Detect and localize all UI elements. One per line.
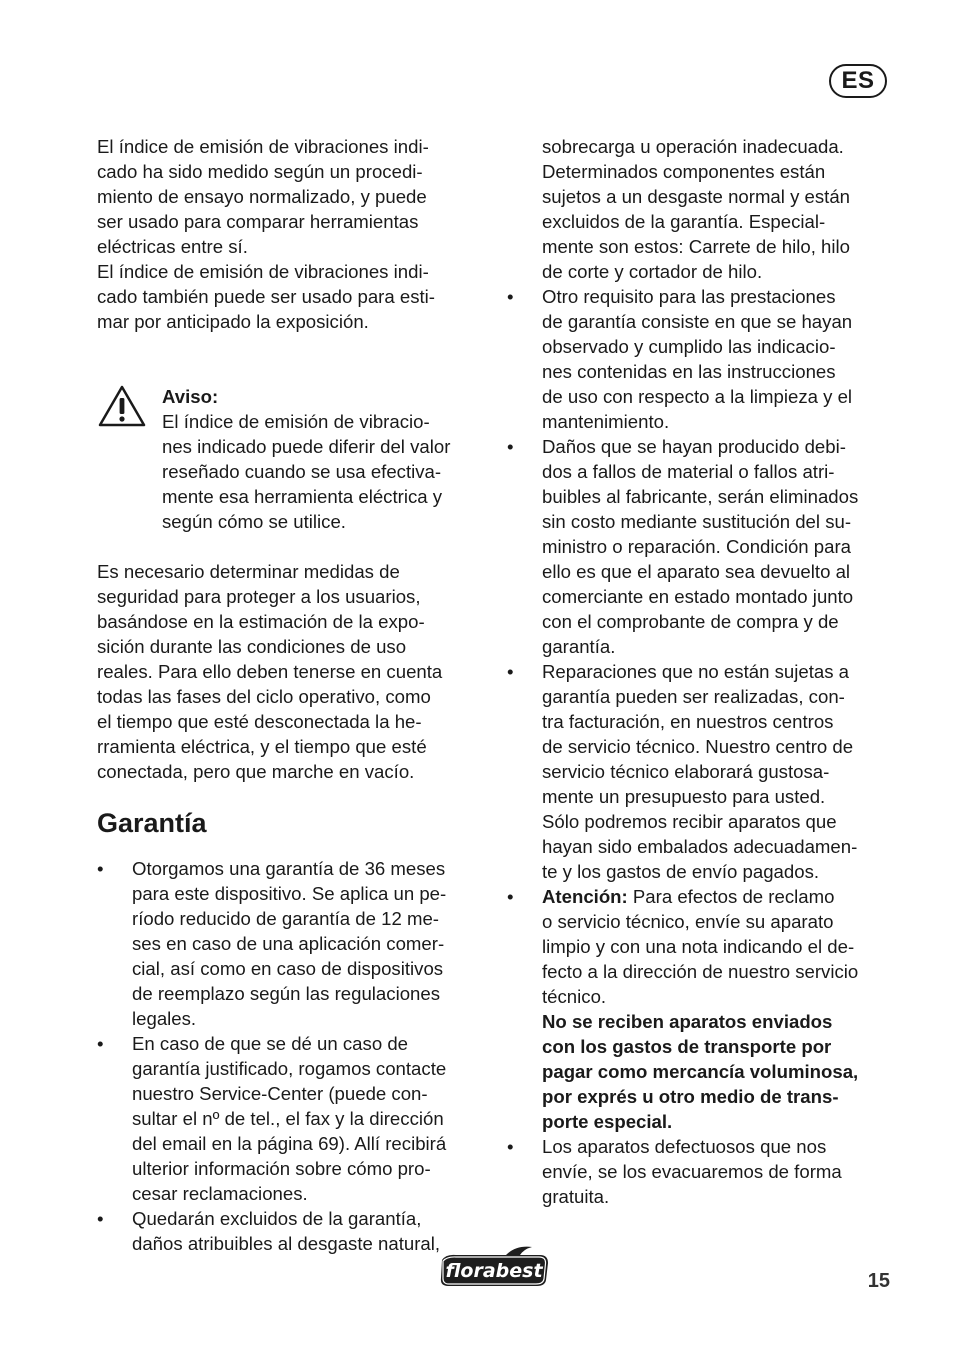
text-line: porte especial.: [542, 1111, 673, 1132]
text-line: excluidos de la garantía. Especial-: [542, 211, 826, 232]
text-line: gratuita.: [542, 1186, 610, 1207]
text-line: eléctricas entre sí.: [97, 236, 248, 257]
bullet-icon: •: [507, 1136, 514, 1157]
bullet-icon: •: [97, 1033, 104, 1054]
attention-lines: [542, 909, 899, 1009]
bullet-icon: •: [507, 661, 514, 682]
text-line: sición durante las condiciones de uso: [97, 636, 407, 657]
page-number: 15: [867, 1270, 890, 1292]
text-line: Quedarán excluidos de la garantía,: [132, 1208, 422, 1229]
text-line: sin costo mediante sustitución del su-: [542, 511, 852, 532]
text-line: de corte y cortador de hilo.: [542, 261, 763, 282]
list-item: [97, 856, 487, 1031]
text-line: cesar reclamaciones.: [132, 1183, 308, 1204]
text-line: ulterior información sobre cómo pro-: [132, 1158, 431, 1179]
text-line: ser usado para comparar herramientas: [97, 211, 419, 232]
text-line: ses en caso de una aplicación comer-: [132, 933, 445, 954]
text-line: mente un presupuesto para usted.: [542, 786, 826, 807]
text-line: garantía.: [542, 636, 616, 657]
text-line: con el comprobante de compra y de: [542, 611, 839, 632]
list-item: [507, 1134, 899, 1209]
text-line: según cómo se utilice.: [162, 511, 346, 532]
list-item: [507, 434, 899, 659]
text-line: miento de ensayo normalizado, y puede: [97, 186, 427, 207]
text-line: ello es que el aparato sea devuelto al: [542, 561, 851, 582]
text-line: técnico.: [542, 986, 607, 1007]
text-line: de garantía consiste en que se hayan: [542, 311, 853, 332]
safety-paragraph: [97, 559, 487, 784]
text-line: Otorgamos una garantía de 36 meses: [132, 858, 446, 879]
text-line: rramienta eléctrica, y el tiempo que esté: [97, 736, 427, 757]
text-line: te y los gastos de envío pagados.: [542, 861, 820, 882]
text-line: todas las fases del ciclo operativo, como: [97, 686, 431, 707]
warranty-bullets-right: [507, 284, 899, 1209]
text-line: reseñado cuando se usa efectiva-: [162, 461, 442, 482]
bullet-icon: •: [507, 286, 514, 307]
bullet-icon: •: [97, 1208, 104, 1229]
text-line: fecto a la dirección de nuestro servicio: [542, 961, 859, 982]
text-line: Reparaciones que no están sujetas a: [542, 661, 850, 682]
text-line: cado ha sido medido según un procedi-: [97, 161, 423, 182]
attention-text: Para efectos de reclamo: [627, 886, 835, 907]
text-line: nes contenidas en las instrucciones: [542, 361, 836, 382]
text-line: El índice de emisión de vibracio-: [162, 411, 430, 432]
text-line: mente son estos: Carrete de hilo, hilo: [542, 236, 850, 257]
continuation-paragraph: [507, 134, 899, 284]
bullet-icon: •: [507, 886, 514, 907]
text-line: comerciante en estado montado junto: [542, 586, 854, 607]
language-badge: ES: [829, 64, 887, 98]
text-line: Daños que se hayan producido debi-: [542, 436, 846, 457]
text-line: Sólo podremos recibir aparatos que: [542, 811, 837, 832]
text-line: hayan sido embalados adecuadamen-: [542, 836, 858, 857]
text-line: dos a fallos de material o fallos atri-: [542, 461, 835, 482]
section-heading-garantia: Garantía: [97, 808, 207, 838]
text-line: garantía pueden ser realizadas, con-: [542, 686, 845, 707]
text-line: conectada, pero que marche en vacío.: [97, 761, 415, 782]
text-line: limpio y con una nota indicando el de-: [542, 936, 855, 957]
warning-triangle-icon: [97, 384, 147, 428]
text-line: mente esa herramienta eléctrica y: [162, 486, 443, 507]
text-line: o servicio técnico, envíe su aparato: [542, 911, 834, 932]
text-line: cado también puede ser usado para esti-: [97, 286, 436, 307]
right-column: [507, 134, 899, 1209]
list-item: [97, 1031, 487, 1206]
text-line: ministro o reparación. Condición para: [542, 536, 852, 557]
warning-notice: [97, 384, 487, 534]
text-line: nes indicado puede diferir del valor: [162, 436, 451, 457]
text-line: Los aparatos defectuosos que nos: [542, 1136, 827, 1157]
text-line: garantía justificado, rogamos contacte: [132, 1058, 447, 1079]
bullet-icon: •: [507, 436, 514, 457]
text-line: con los gastos de transporte por: [542, 1036, 832, 1057]
text-line: mantenimiento.: [542, 411, 670, 432]
text-line: de uso con respecto a la limpieza y el: [542, 386, 853, 407]
text-line: buibles al fabricante, serán eliminados: [542, 486, 859, 507]
attention-bold-notice: [542, 1009, 899, 1134]
intro-paragraph-1: [97, 134, 487, 259]
text-line: el tiempo que esté desconectada la he-: [97, 711, 422, 732]
text-line: del email en la página 69). Allí recibirá: [132, 1133, 447, 1154]
attention-label: Atención:: [542, 886, 628, 907]
text-line: de reemplazo según las regulaciones: [132, 983, 441, 1004]
warranty-bullets-left: [97, 856, 487, 1256]
text-line: Otro requisito para las prestaciones: [542, 286, 836, 307]
text-line: legales.: [132, 1008, 197, 1029]
text-line: para este dispositivo. Se aplica un pe-: [132, 883, 447, 904]
text-line: nuestro Service-Center (puede con-: [132, 1083, 428, 1104]
intro-paragraph-2: [97, 259, 487, 334]
text-line: ríodo reducido de garantía de 12 me-: [132, 908, 439, 929]
notice-title: Aviso:: [162, 386, 219, 407]
text-line: observado y cumplido las indicacio-: [542, 336, 836, 357]
svg-text:florabest: florabest: [445, 1260, 543, 1282]
list-item: [507, 659, 899, 884]
text-line: de servicio técnico. Nuestro centro de: [542, 736, 854, 757]
text-line: reales. Para ello deben tenerse en cuenta: [97, 661, 443, 682]
text-line: En caso de que se dé un caso de: [132, 1033, 409, 1054]
list-item: [507, 284, 899, 434]
text-line: daños atribuibles al desgaste natural,: [132, 1233, 441, 1254]
florabest-logo: [436, 1244, 552, 1290]
text-line: Determinados componentes están: [542, 161, 826, 182]
text-line: envíe, se los evacuaremos de forma: [542, 1161, 842, 1182]
text-line: cial, así como en caso de dispositivos: [132, 958, 444, 979]
text-line: Es necesario determinar medidas de: [97, 561, 400, 582]
left-column: [97, 134, 487, 1256]
text-line: sujetos a un desgaste normal y están: [542, 186, 851, 207]
text-line: por exprés u otro medio de trans-: [542, 1086, 839, 1107]
text-line: mar por anticipado la exposición.: [97, 311, 369, 332]
text-line: sobrecarga u operación inadecuada.: [542, 136, 844, 157]
list-item-attention: [507, 884, 899, 1134]
bullet-icon: •: [97, 858, 104, 879]
text-line: servicio técnico elaborará gustosa-: [542, 761, 830, 782]
notice-text: [162, 409, 487, 534]
text-line: pagar como mercancía voluminosa,: [542, 1061, 859, 1082]
text-line: El índice de emisión de vibraciones indi-: [97, 261, 429, 282]
text-line: sultar el nº de tel., el fax y la dirección: [132, 1108, 444, 1129]
text-line: tra facturación, en nuestros centros: [542, 711, 834, 732]
text-line: basándose en la estimación de la expo-: [97, 611, 425, 632]
text-line: seguridad para proteger a los usuarios,: [97, 586, 421, 607]
text-line: No se reciben aparatos enviados: [542, 1011, 833, 1032]
list-item: [97, 1206, 487, 1256]
text-line: El índice de emisión de vibraciones indi-: [97, 136, 429, 157]
